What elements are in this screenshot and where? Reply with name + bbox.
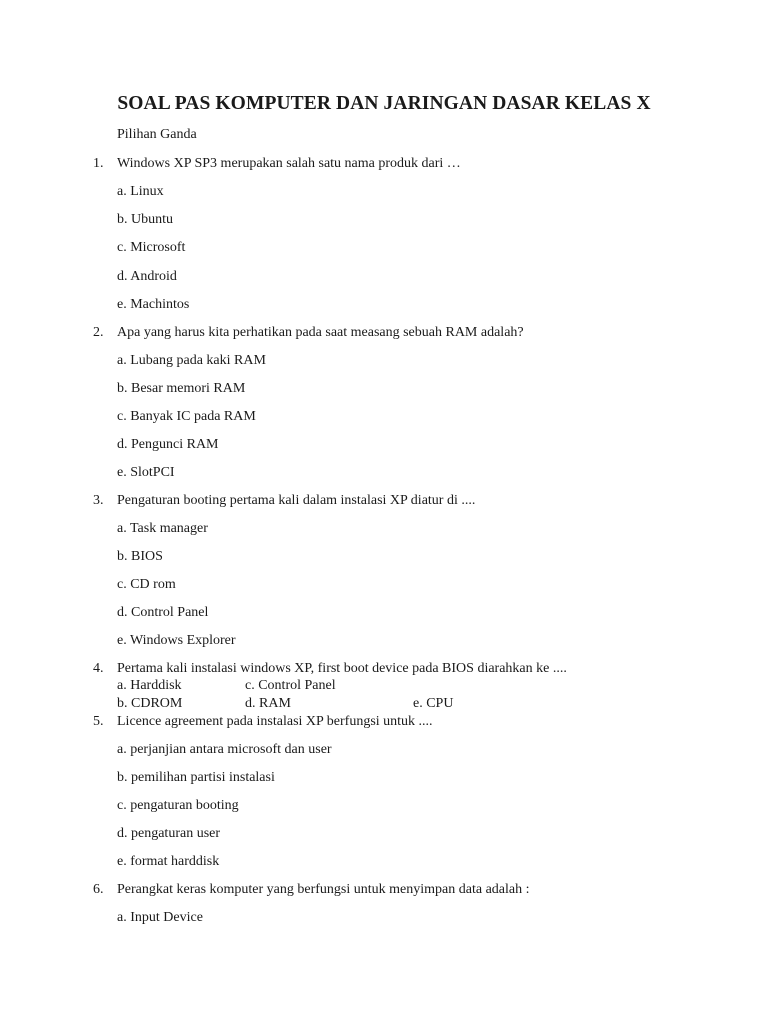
answer-option: c. Banyak IC pada RAM — [117, 409, 256, 424]
question-number: 2. — [93, 325, 104, 340]
answer-option: a. perjanjian antara microsoft dan user — [117, 742, 332, 757]
answer-option: b. Besar memori RAM — [117, 381, 246, 396]
answer-option: b. CDROM — [117, 696, 183, 711]
answer-option: b. Ubuntu — [117, 212, 173, 227]
section-heading: Pilihan Ganda — [117, 127, 197, 142]
answer-option: a. Input Device — [117, 910, 203, 925]
answer-option: b. BIOS — [117, 549, 163, 564]
answer-option: e. Windows Explorer — [117, 633, 236, 648]
answer-option: a. Lubang pada kaki RAM — [117, 353, 266, 368]
question-number: 1. — [93, 156, 104, 171]
answer-option: d. Pengunci RAM — [117, 437, 219, 452]
answer-option: d. Android — [117, 269, 177, 284]
question-number: 6. — [93, 882, 104, 897]
answer-option: c. Microsoft — [117, 240, 186, 255]
answer-option: d. pengaturan user — [117, 826, 221, 841]
answer-option: c. Control Panel — [245, 678, 336, 693]
answer-option: c. CD rom — [117, 577, 176, 592]
question-text: Windows XP SP3 merupakan salah satu nama produk dari … — [117, 156, 461, 171]
question-text: Licence agreement pada instalasi XP berfungsi untuk .... — [117, 714, 433, 729]
answer-option: e. CPU — [413, 696, 454, 711]
question-text: Perangkat keras komputer yang berfungsi untuk menyimpan data adalah : — [117, 882, 530, 897]
answer-option: e. format harddisk — [117, 854, 220, 869]
question-number: 3. — [93, 493, 104, 508]
question-text: Pertama kali instalasi windows XP, first boot device pada BIOS diarahkan ke .... — [117, 661, 567, 676]
question-number: 5. — [93, 714, 104, 729]
answer-option: a. Task manager — [117, 521, 208, 536]
answer-option: d. RAM — [245, 696, 291, 711]
question-text: Apa yang harus kita perhatikan pada saat measang sebuah RAM adalah? — [117, 325, 524, 340]
question-number: 4. — [93, 661, 104, 676]
answer-option: e. SlotPCI — [117, 465, 175, 480]
answer-option: b. pemilihan partisi instalasi — [117, 770, 275, 785]
answer-option: a. Linux — [117, 184, 164, 199]
document-title: SOAL PAS KOMPUTER DAN JARINGAN DASAR KELAS X — [117, 93, 651, 114]
question-text: Pengaturan booting pertama kali dalam instalasi XP diatur di .... — [117, 493, 476, 508]
answer-option: d. Control Panel — [117, 605, 209, 620]
answer-option: a. Harddisk — [117, 678, 182, 693]
answer-option: e. Machintos — [117, 297, 190, 312]
answer-option: c. pengaturan booting — [117, 798, 239, 813]
